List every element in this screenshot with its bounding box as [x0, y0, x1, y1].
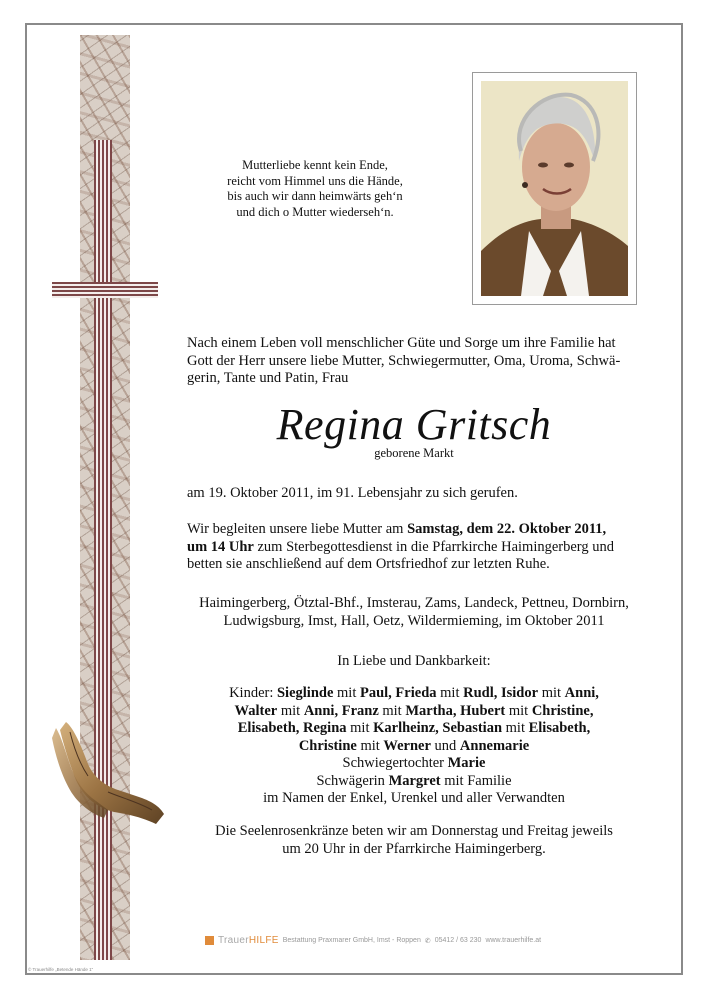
kinder-label: Kinder:: [229, 685, 277, 701]
family-line: [187, 755, 641, 773]
funeral-text: Wir begleiten unsere liebe Mutter am: [187, 521, 408, 537]
thanks-line: In Liebe und Dankbarkeit:: [337, 653, 491, 669]
family-connector: Schwägerin: [316, 772, 389, 789]
places-line: Ludwigsburg, Imst, Hall, Oetz, Wildermieming, im Oktober 2011: [223, 612, 605, 629]
praying-hands-icon: [48, 718, 168, 828]
poem-line: reicht vom Himmel uns die Hände,: [227, 173, 403, 188]
family-line: im Namen der Enkel, Urenkel und aller Verwandten: [263, 790, 565, 806]
funeral-date: Samstag, dem 22. Oktober 2011,: [407, 521, 607, 537]
places-paragraph: [187, 595, 641, 630]
family-list: [187, 685, 641, 808]
funeral-time: um 14 Uhr: [187, 538, 254, 555]
family-name: Annemarie: [459, 737, 530, 754]
family-connector: Schwiegertochter: [342, 755, 448, 771]
intro-paragraph: [187, 335, 641, 388]
family-line: [187, 720, 641, 738]
memorial-poem: [210, 158, 420, 220]
portrait-frame: [472, 72, 637, 305]
family-name: Anni,: [564, 685, 599, 701]
logo-part-a: Trauer: [218, 935, 249, 946]
family-connector: mit: [333, 685, 360, 701]
family-name: Werner: [383, 737, 431, 754]
family-line: [187, 773, 641, 791]
family-connector: mit: [502, 720, 529, 736]
footer: [205, 935, 541, 946]
family-name: Elisabeth,: [528, 720, 591, 736]
family-line: [187, 685, 641, 703]
image-credit: © Trauerhilfe „Betende Hände 1“: [28, 967, 94, 972]
intro-line: Gott der Herr unsere liebe Mutter, Schwiegermutter, Oma, Uroma, Schwä-: [187, 352, 621, 369]
rosary-line: Die Seelenrosenkränze beten wir am Donnerstag und Freitag jeweils: [215, 823, 613, 839]
deceased-name: Regina Gritsch: [276, 400, 552, 449]
family-name: Walter: [234, 702, 278, 719]
cross-vertical-bar: [94, 140, 112, 960]
rosary-line: um 20 Uhr in der Pfarrkirche Haimingerberg.: [282, 840, 546, 857]
family-connector: mit: [378, 702, 406, 719]
footer-company: Bestattung Praxmarer GmbH, Imst - Roppen: [282, 937, 421, 944]
family-name: Marie: [447, 755, 486, 771]
footer-logo: [218, 935, 279, 946]
poem-line: bis auch wir dann heimwärts geh‘n: [227, 189, 403, 203]
funeral-line: [187, 539, 641, 557]
poem-line: Mutterliebe kennt kein Ende,: [242, 158, 388, 172]
family-name: Martha, Hubert: [405, 702, 506, 719]
footer-web[interactable]: www.trauerhilfe.at: [485, 937, 542, 944]
family-name: Rudl, Isidor: [463, 685, 539, 701]
trauerhilfe-logo-icon: [205, 936, 214, 945]
family-name: Elisabeth, Regina: [237, 720, 347, 736]
poem-line: und dich o Mutter wiederseh‘n.: [236, 204, 394, 219]
rosary-paragraph: [187, 823, 641, 858]
family-name: Karlheinz, Sebastian: [373, 720, 503, 736]
death-notice: am 19. Oktober 2011, im 91. Lebensjahr zu sich gerufen.: [187, 485, 518, 501]
funeral-line: [187, 521, 641, 539]
places-line: Haimingerberg, Ötztal-Bhf., Imsterau, Zams, Landeck, Pettneu, Dornbirn,: [199, 595, 629, 611]
logo-part-b: HILFE: [248, 935, 279, 946]
family-connector: mit: [505, 702, 532, 719]
family-name: Margret: [388, 772, 441, 789]
family-connector: mit: [346, 720, 374, 736]
portrait-photo: [481, 81, 628, 296]
family-connector: mit: [538, 685, 565, 701]
family-connector: mit: [356, 737, 384, 754]
cross-horizontal-bar: [52, 282, 158, 298]
family-name: Christine,: [531, 702, 594, 719]
family-name: Paul, Frieda: [359, 685, 437, 701]
family-connector: mit Familie: [440, 772, 512, 789]
intro-line: gerin, Tante und Patin, Frau: [187, 370, 349, 386]
family-connector: mit: [436, 685, 464, 701]
family-name: Anni, Franz: [303, 702, 379, 719]
intro-line: Nach einem Leben voll menschlicher Güte und Sorge um ihre Familie hat: [187, 335, 616, 351]
family-line: [187, 738, 641, 756]
family-connector: mit: [277, 702, 304, 719]
funeral-line: betten sie anschließend auf dem Ortsfriedhof zur letzten Ruhe.: [187, 556, 550, 572]
birth-name: geborene Markt: [374, 446, 454, 460]
family-connector: und: [430, 737, 460, 754]
phone-icon: ✆: [424, 937, 431, 945]
funeral-text: zum Sterbegottesdienst in die Pfarrkirche Haimingerberg und: [253, 538, 614, 555]
family-line: [187, 703, 641, 721]
funeral-paragraph: [187, 521, 641, 574]
footer-phone: 05412 / 63 230: [434, 937, 482, 944]
family-name: Christine: [298, 737, 357, 754]
family-name: Sieglinde: [276, 685, 334, 701]
